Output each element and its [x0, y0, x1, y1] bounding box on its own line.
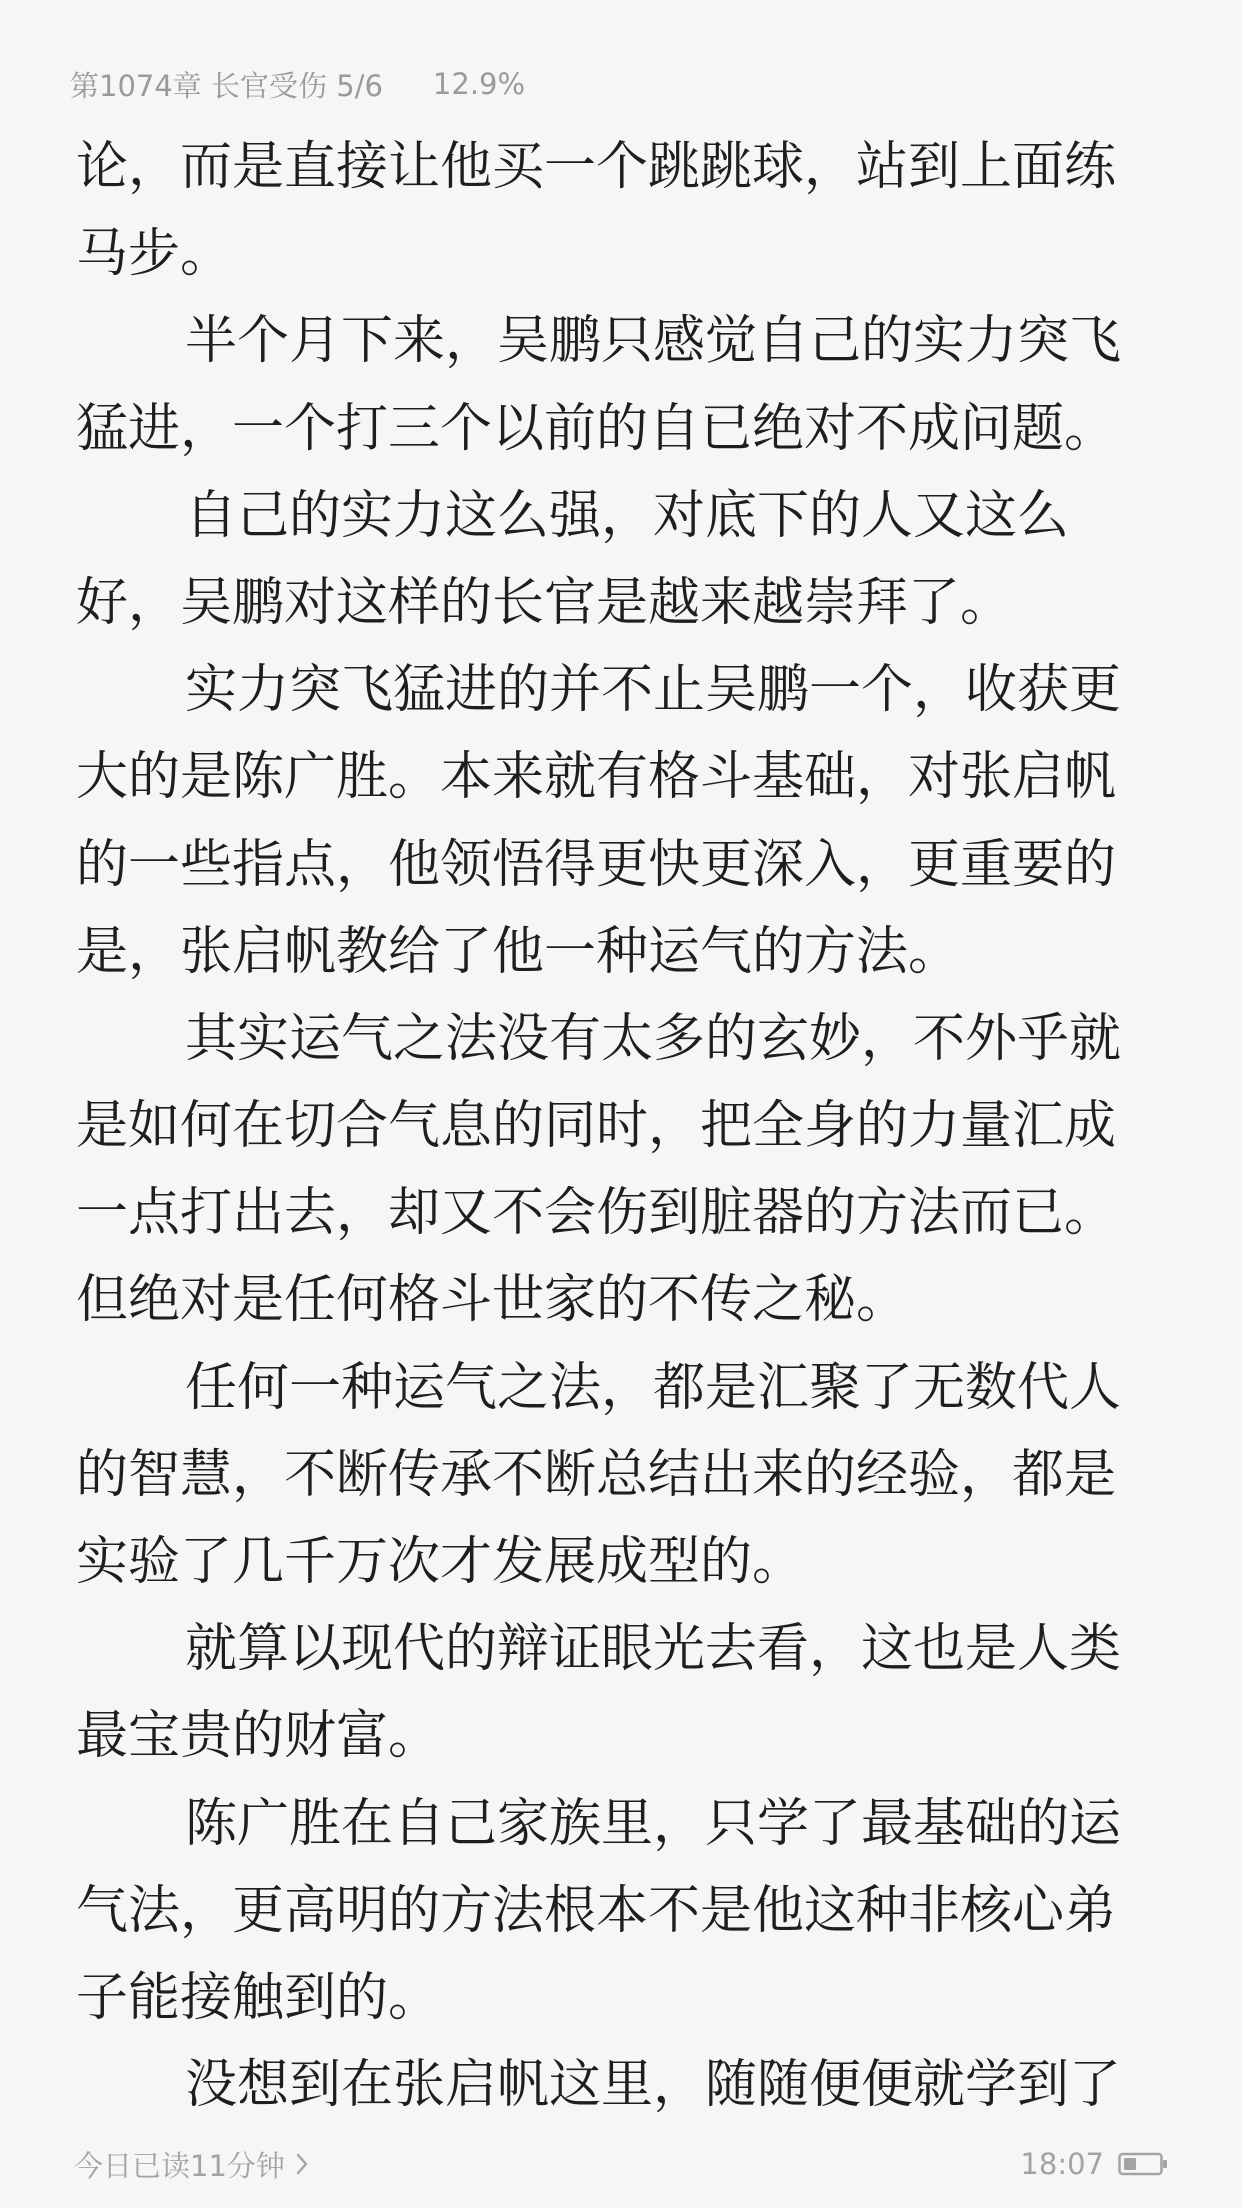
content-line: 但绝对是任何格斗世家的不传之秘。 — [76, 1270, 909, 1331]
content-line: 一点打出去，却又不会伤到脏器的方法而已。 — [76, 1183, 1117, 1244]
content-line: 其实运气之法没有太多的玄妙，不外乎就 — [185, 1008, 1122, 1069]
content-line: 是如何在切合气息的同时，把全身的力量汇成 — [76, 1096, 1117, 1157]
content-line: 没想到在张启帆这里，随随便便就学到了 — [185, 2055, 1122, 2116]
content-line: 最宝贵的财富。 — [76, 1706, 441, 1767]
today-reading-time: 今日已读11分钟 — [74, 2148, 285, 2183]
today-reading-link[interactable] — [74, 2142, 309, 2186]
content-line: 气法，更高明的方法根本不是他这种非核心弟 — [76, 1880, 1117, 1941]
clock: 18:07 — [1020, 2147, 1104, 2181]
content-line: 好，吴鹏对这样的长官是越来越崇拜了。 — [76, 572, 1013, 633]
content-line: 任何一种运气之法，都是汇聚了无数代人 — [185, 1357, 1122, 1418]
content-line: 半个月下来，吴鹏只感觉自己的实力突飞 — [185, 311, 1122, 372]
reading-progress: 12.9% — [432, 67, 526, 101]
content-line: 自己的实力这么强，对底下的人又这么 — [185, 485, 1070, 546]
chevron-right-icon — [295, 2152, 309, 2176]
reader-header — [70, 62, 525, 106]
content-line: 是，张启帆教给了他一种运气的方法。 — [76, 921, 961, 982]
content-line: 的智慧，不断传承不断总结出来的经验，都是 — [76, 1444, 1117, 1505]
content-line: 陈广胜在自己家族里，只学了最基础的运 — [185, 1793, 1122, 1854]
chapter-title: 第1074章 长官受伤 5/6 — [70, 68, 383, 103]
content-line: 就算以现代的辩证眼光去看，这也是人类 — [185, 1619, 1122, 1680]
content-line: 大的是陈广胜。本来就有格斗基础，对张启帆 — [76, 747, 1117, 808]
reader-content[interactable] — [76, 124, 1186, 2129]
reader-footer — [0, 2142, 1242, 2186]
content-line: 马步。 — [76, 224, 233, 285]
content-line: 的一些指点，他领悟得更快更深入，更重要的 — [76, 834, 1117, 895]
device-status — [1020, 2142, 1168, 2186]
content-line: 子能接触到的。 — [76, 1967, 441, 2028]
content-line: 猛进，一个打三个以前的自已绝对不成问题。 — [76, 398, 1117, 459]
battery-icon — [1118, 2152, 1168, 2176]
content-line: 实力突飞猛进的并不止吴鹏一个，收获更 — [185, 660, 1122, 721]
content-line: 论，而是直接让他买一个跳跳球，站到上面练 — [76, 137, 1117, 197]
content-line: 实验了几千万次才发展成型的。 — [76, 1532, 805, 1592]
